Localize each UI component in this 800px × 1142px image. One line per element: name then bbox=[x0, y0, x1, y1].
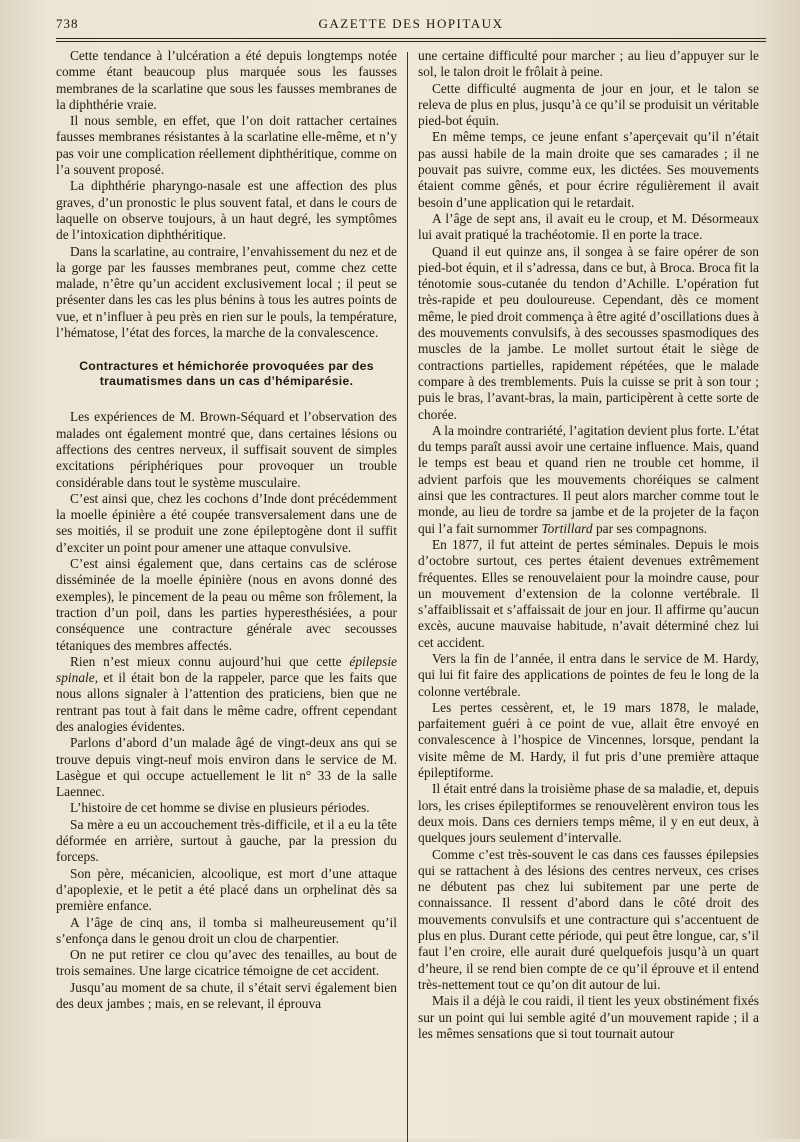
text-run: Rien n’est mieux connu aujourd’hui que cette bbox=[70, 653, 350, 669]
paragraph: Vers la fin de l’année, il entra dans le service de M. Hardy, qui lui fit faire des applications de pointes de feu le long de la colonne vertébrale. bbox=[418, 650, 759, 699]
paragraph: Son père, mécanicien, alcoolique, est mort d’une attaque d’apoplexie, et le petit a été placé dans un orphelinat dès sa première enfance. bbox=[56, 865, 397, 914]
paragraph: Cette tendance à l’ulcération a été depuis longtemps notée comme étant beaucoup plus marquée sous les fausses membranes de la scarlatine que sous les fausses membranes de la diphthérie vraie. bbox=[56, 48, 397, 112]
paragraph: une certaine difficulté pour marcher ; au lieu d’appuyer sur le sol, le talon droit le frôlait à peine. bbox=[418, 48, 759, 80]
paragraph: En 1877, il fut atteint de pertes séminales. Depuis le mois d’octobre surtout, ces pertes étaient devenues extrêmement fréquentes. Elles se renouvelaient pour la moindre cause, pour un mouvement d’extension de la colonne vertébrale. Il s’affaiblissait et s’affaissait de jour en jour. Il affirme qu’aucun excès, aucune mauvaise habitude, n’avait déterminé chez lui cet accident. bbox=[418, 536, 759, 650]
paragraph: Parlons d’abord d’un malade âgé de vingt-deux ans qui se trouve depuis vingt-neuf mois environ dans le service de M. Lasègue et qui occupe actuellement le lit n° 33 de la salle Laennec. bbox=[56, 735, 397, 800]
paragraph: Il était entré dans la troisième phase de sa maladie, et, depuis lors, les crises épileptiformes se renouvelèrent environ tous les deux mois. Dans ces derniers temps même, il y en eut deux, à quelques jours seulement d’intervalle. bbox=[418, 781, 759, 846]
page-number: 738 bbox=[56, 16, 79, 31]
paragraph: Sa mère a eu un accouchement très-difficile, et il a eu la tête déformée en arrière, surtout à gauche, par la pression du forceps. bbox=[56, 816, 397, 865]
page-header bbox=[56, 14, 766, 34]
paragraph bbox=[56, 654, 397, 735]
paragraph: A l’âge de cinq ans, il tomba si malheureusement qu’il s’enfonça dans le genou droit un clou de charpentier. bbox=[56, 914, 397, 946]
paragraph: Quand il eut quinze ans, il songea à se faire opérer de son pied-bot équin, et il s’adressa, dans ce but, à Broca. Broca fit la ténotomie sous-cutanée du tendon d’Achille. L’opération fut très-rapide et peu douloureuse. Cependant, dès ce moment même, le pied droit commença à être agité d’oscillations dues à des mouvements convulsifs, à des secousses spasmodiques des muscles de la jambe. Le mollet surtout était le siège de contractions partielles, rapidement répétées, que le malade compare à des tremblements. Puis la cuisse se prit à son tour ; puis le bras, l’avant-bras, la main, participèrent à cette sorte de chorée. bbox=[418, 243, 759, 422]
paragraph: Les expériences de M. Brown-Séquard et l’observation des malades ont également montré que, dans certaines lésions ou affections des centres nerveux, il suffisait souvent de simples excitations périphériques pour provoquer un trouble considérable dans tout le système musculaire. bbox=[56, 409, 397, 490]
paragraph: Il nous semble, en effet, que l’on doit rattacher certaines fausses membranes résistantes à la scarlatine elle-même, et n’y pas voir une complication réellement diphthéritique, comme on l’a souvent proposé. bbox=[56, 113, 397, 178]
paragraph: L’histoire de cet homme se divise en plusieurs périodes. bbox=[70, 800, 370, 816]
section-title: Contractures et hémichorée provoquées par des traumatismes dans un cas d’hémiparésie. bbox=[79, 359, 374, 389]
paragraph: On ne put retirer ce clou qu’avec des tenailles, au bout de trois semaines. Une large cicatrice témoigne de cet accident. bbox=[56, 947, 397, 979]
italic-term: épilepsie spinale bbox=[56, 653, 397, 686]
paragraph: C’est ainsi que, chez les cochons d’Inde dont précédemment la moelle épinière a été coupée transversalement dans une de ses moitiés, il se produit une zone épileptogène dont il suffit d’exciter un point pour amener une attaque convulsive. bbox=[56, 490, 397, 555]
italic-term: Tortillard bbox=[541, 520, 593, 536]
text-run: par ses compagnons. bbox=[592, 520, 708, 536]
paragraph: A l’âge de sept ans, il avait eu le croup, et M. Désormeaux lui avait pratiqué la trachéotomie. Il en porte la trace. bbox=[418, 210, 759, 243]
paragraph: Dans la scarlatine, au contraire, l’envahissement du nez et de la gorge par les fausses membranes peut, comme chez cette malade, n’être qu’un accident exclusivement local ; il peut se présenter dans les cas les plus bénins à tous les autres points de vue, et n’influer à peu près en rien sur le pouls, la température, l’hématose, l’état des forces, la marche de la convalescence. bbox=[56, 243, 397, 341]
header-rule bbox=[56, 38, 766, 42]
paragraph: Les pertes cessèrent, et, le 19 mars 1878, le malade, parfaitement guéri à ce point de vue, allait être envoyé en convalescence à l’hospice de Vincennes, lorsque, pendant la visite même de M. Hardy, il fut pris d’une première attaque épileptiforme. bbox=[418, 699, 759, 781]
paragraph bbox=[418, 423, 759, 537]
paragraph: Mais il a déjà le cou raidi, il tient les yeux obstinément fixés sur un point qui lui semble agité d’un mouvement rapide ; il a les mêmes sensations que si tout tournait autour bbox=[418, 993, 759, 1041]
text-run: , et il était bon de la rappeler, parce que les faits que nous allons signaler à l’attention des praticiens, bien que ne rentrant pas tout à fait dans le même cadre, offrent cependant des analogies évidentes. bbox=[56, 670, 397, 734]
left-column bbox=[56, 48, 407, 1142]
paragraph: Cette difficulté augmenta de jour en jour, et le talon se releva de plus en plus, jusqu’à ce qu’il se produisit un véritable pied-bot équin. bbox=[418, 80, 759, 129]
paragraph: Comme c’est très-souvent le cas dans ces fausses épilepsies qui se rattachent à des lésions des centres nerveux, ces crises ne débutent pas chez lui subitement par une perte de connaissance. Il ressent d’abord dans le côté droit des mouvements convulsifs et une contracture qui s’accentuent de plus en plus. Durant cette période, qui peut être longue, car, s’il faut l’en croire, elle aurait duré quelquefois jusqu’à un quart d’heure, il se rend bien compte de ce qu’il éprouve et il entend très-nettement tout ce qu’on dit autour de lui. bbox=[418, 846, 759, 992]
right-column bbox=[408, 48, 759, 1142]
text-run: A la moindre contrariété, l’agitation devient plus forte. L’état du temps paraît aussi avoir une certaine influence. Mais, quand le temps est beau et quand rien ne trouble cet homme, il advient parfois que les mouvements choréiques se calment ainsi que les contractures. Il peut alors marcher comme tout le monde, au lieu de tordre sa jambe et de la projeter de la façon qui l’a fait surnommer bbox=[418, 422, 759, 536]
paragraph: En même temps, ce jeune enfant s’aperçevait qu’il n’était pas aussi habile de la main droite que ses camarades ; il ne pouvait pas suivre, comme eux, les dictées. Ses mouvements étaient comme gênés, et pour écrire régulièrement il avait besoin d’une application qui le retardait. bbox=[418, 129, 759, 210]
paragraph: La diphthérie pharyngo-nasale est une affection des plus graves, d’un pronostic le plus souvent fatal, et dans le cours de laquelle on observe toujours, à un haut degré, les symptômes de l’intoxication diphthéritique. bbox=[56, 178, 397, 243]
running-title: GAZETTE DES HOPITAUX bbox=[318, 16, 504, 31]
two-column-body bbox=[56, 48, 766, 1142]
paragraph: C’est ainsi également que, dans certains cas de sclérose disséminée de la moelle épinière (nous en avons donné des exemples), le pincement de la peau ou même son frôlement, la traction d’un poil, dans les parties hyperesthésiées, a pour conséquence une contracture générale avec secousses tétaniques des membres affectés. bbox=[56, 556, 397, 653]
paragraph: Jusqu’au moment de sa chute, il s’était servi également bien des deux jambes ; mais, en se relevant, il éprouva bbox=[56, 979, 397, 1012]
